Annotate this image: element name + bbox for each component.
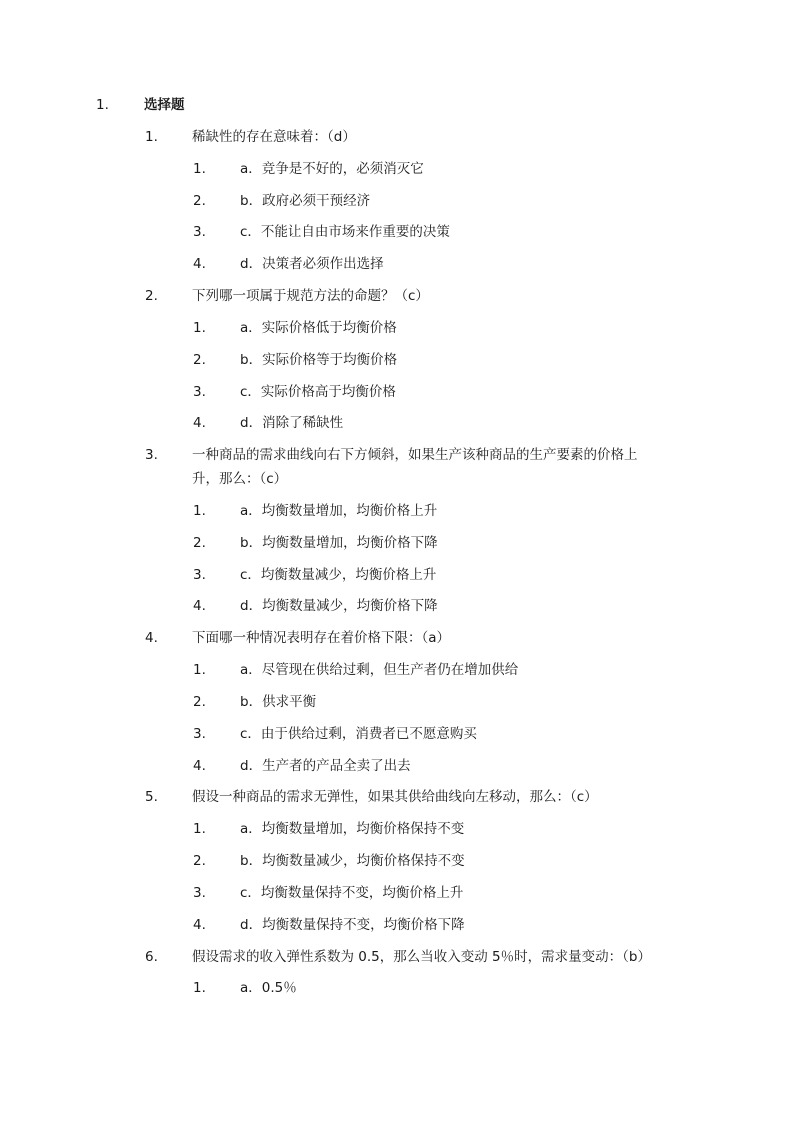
question-number: 4. [145, 630, 158, 646]
question-text-line-2: 升，那么：（c） [192, 471, 288, 487]
option-number: 1. [193, 161, 206, 177]
question-number: 5. [145, 789, 158, 805]
option-number: 2. [193, 193, 206, 209]
option-text: c．均衡数量减少，均衡价格上升 [240, 567, 437, 583]
question-text: 稀缺性的存在意味着：（d） [192, 129, 356, 145]
option-text: c．实际价格高于均衡价格 [240, 384, 396, 400]
option-number: 1. [193, 503, 206, 519]
question-text-line-1: 一种商品的需求曲线向右下方倾斜，如果生产该种商品的生产要素的价格上 [192, 447, 638, 463]
option-text: d．均衡数量减少，均衡价格下降 [240, 598, 438, 614]
question-number: 1. [145, 129, 158, 145]
option-text: a．均衡数量增加，均衡价格上升 [240, 503, 438, 519]
option-text: d．消除了稀缺性 [240, 415, 344, 431]
option-number: 4. [193, 256, 206, 272]
question-text: 下面哪一种情况表明存在着价格下限：（a） [192, 630, 451, 646]
option-number: 4. [193, 598, 206, 614]
option-text: c．由于供给过剩，消费者已不愿意购买 [240, 726, 477, 742]
option-number: 3. [193, 384, 206, 400]
option-text: b．政府必须干预经济 [240, 193, 371, 209]
option-text: b．供求平衡 [240, 694, 317, 710]
option-number: 3. [193, 726, 206, 742]
option-number: 4. [193, 758, 206, 774]
option-text: b．均衡数量减少，均衡价格保持不变 [240, 853, 465, 869]
option-text: b．实际价格等于均衡价格 [240, 352, 398, 368]
option-text: b．均衡数量增加，均衡价格下降 [240, 535, 438, 551]
option-number: 1. [193, 980, 206, 996]
option-text: c．均衡数量保持不变，均衡价格上升 [240, 885, 464, 901]
option-number: 4. [193, 917, 206, 933]
option-number: 2. [193, 352, 206, 368]
option-number: 4. [193, 415, 206, 431]
option-number: 1. [193, 821, 206, 837]
question-text: 下列哪一项属于规范方法的命题？（c） [192, 288, 429, 304]
option-number: 2. [193, 694, 206, 710]
question-number: 3. [145, 447, 158, 463]
option-number: 2. [193, 853, 206, 869]
section-number: 1. [96, 97, 109, 113]
option-text: a．尽管现在供给过剩，但生产者仍在增加供给 [240, 662, 519, 678]
option-number: 3. [193, 885, 206, 901]
option-text: a．竞争是不好的，必须消灭它 [240, 161, 424, 177]
option-number: 3. [193, 224, 206, 240]
question-number: 2. [145, 288, 158, 304]
option-text: a．均衡数量增加，均衡价格保持不变 [240, 821, 465, 837]
question-number: 6. [145, 949, 158, 965]
option-number: 1. [193, 662, 206, 678]
option-text: c．不能让自由市场来作重要的决策 [240, 224, 450, 240]
option-number: 2. [193, 535, 206, 551]
option-text: d．均衡数量保持不变，均衡价格下降 [240, 917, 465, 933]
option-text: a．0.5％ [240, 980, 297, 996]
option-number: 3. [193, 567, 206, 583]
question-text: 假设一种商品的需求无弹性，如果其供给曲线向左移动，那么：（c） [192, 789, 598, 805]
option-text: d．决策者必须作出选择 [240, 256, 384, 272]
option-text: a．实际价格低于均衡价格 [240, 320, 397, 336]
question-text: 假设需求的收入弹性系数为 0.5，那么当收入变动 5％时，需求量变动：（b） [192, 949, 651, 965]
option-text: d．生产者的产品全卖了出去 [240, 758, 411, 774]
option-number: 1. [193, 320, 206, 336]
section-title: 选择题 [144, 97, 185, 113]
